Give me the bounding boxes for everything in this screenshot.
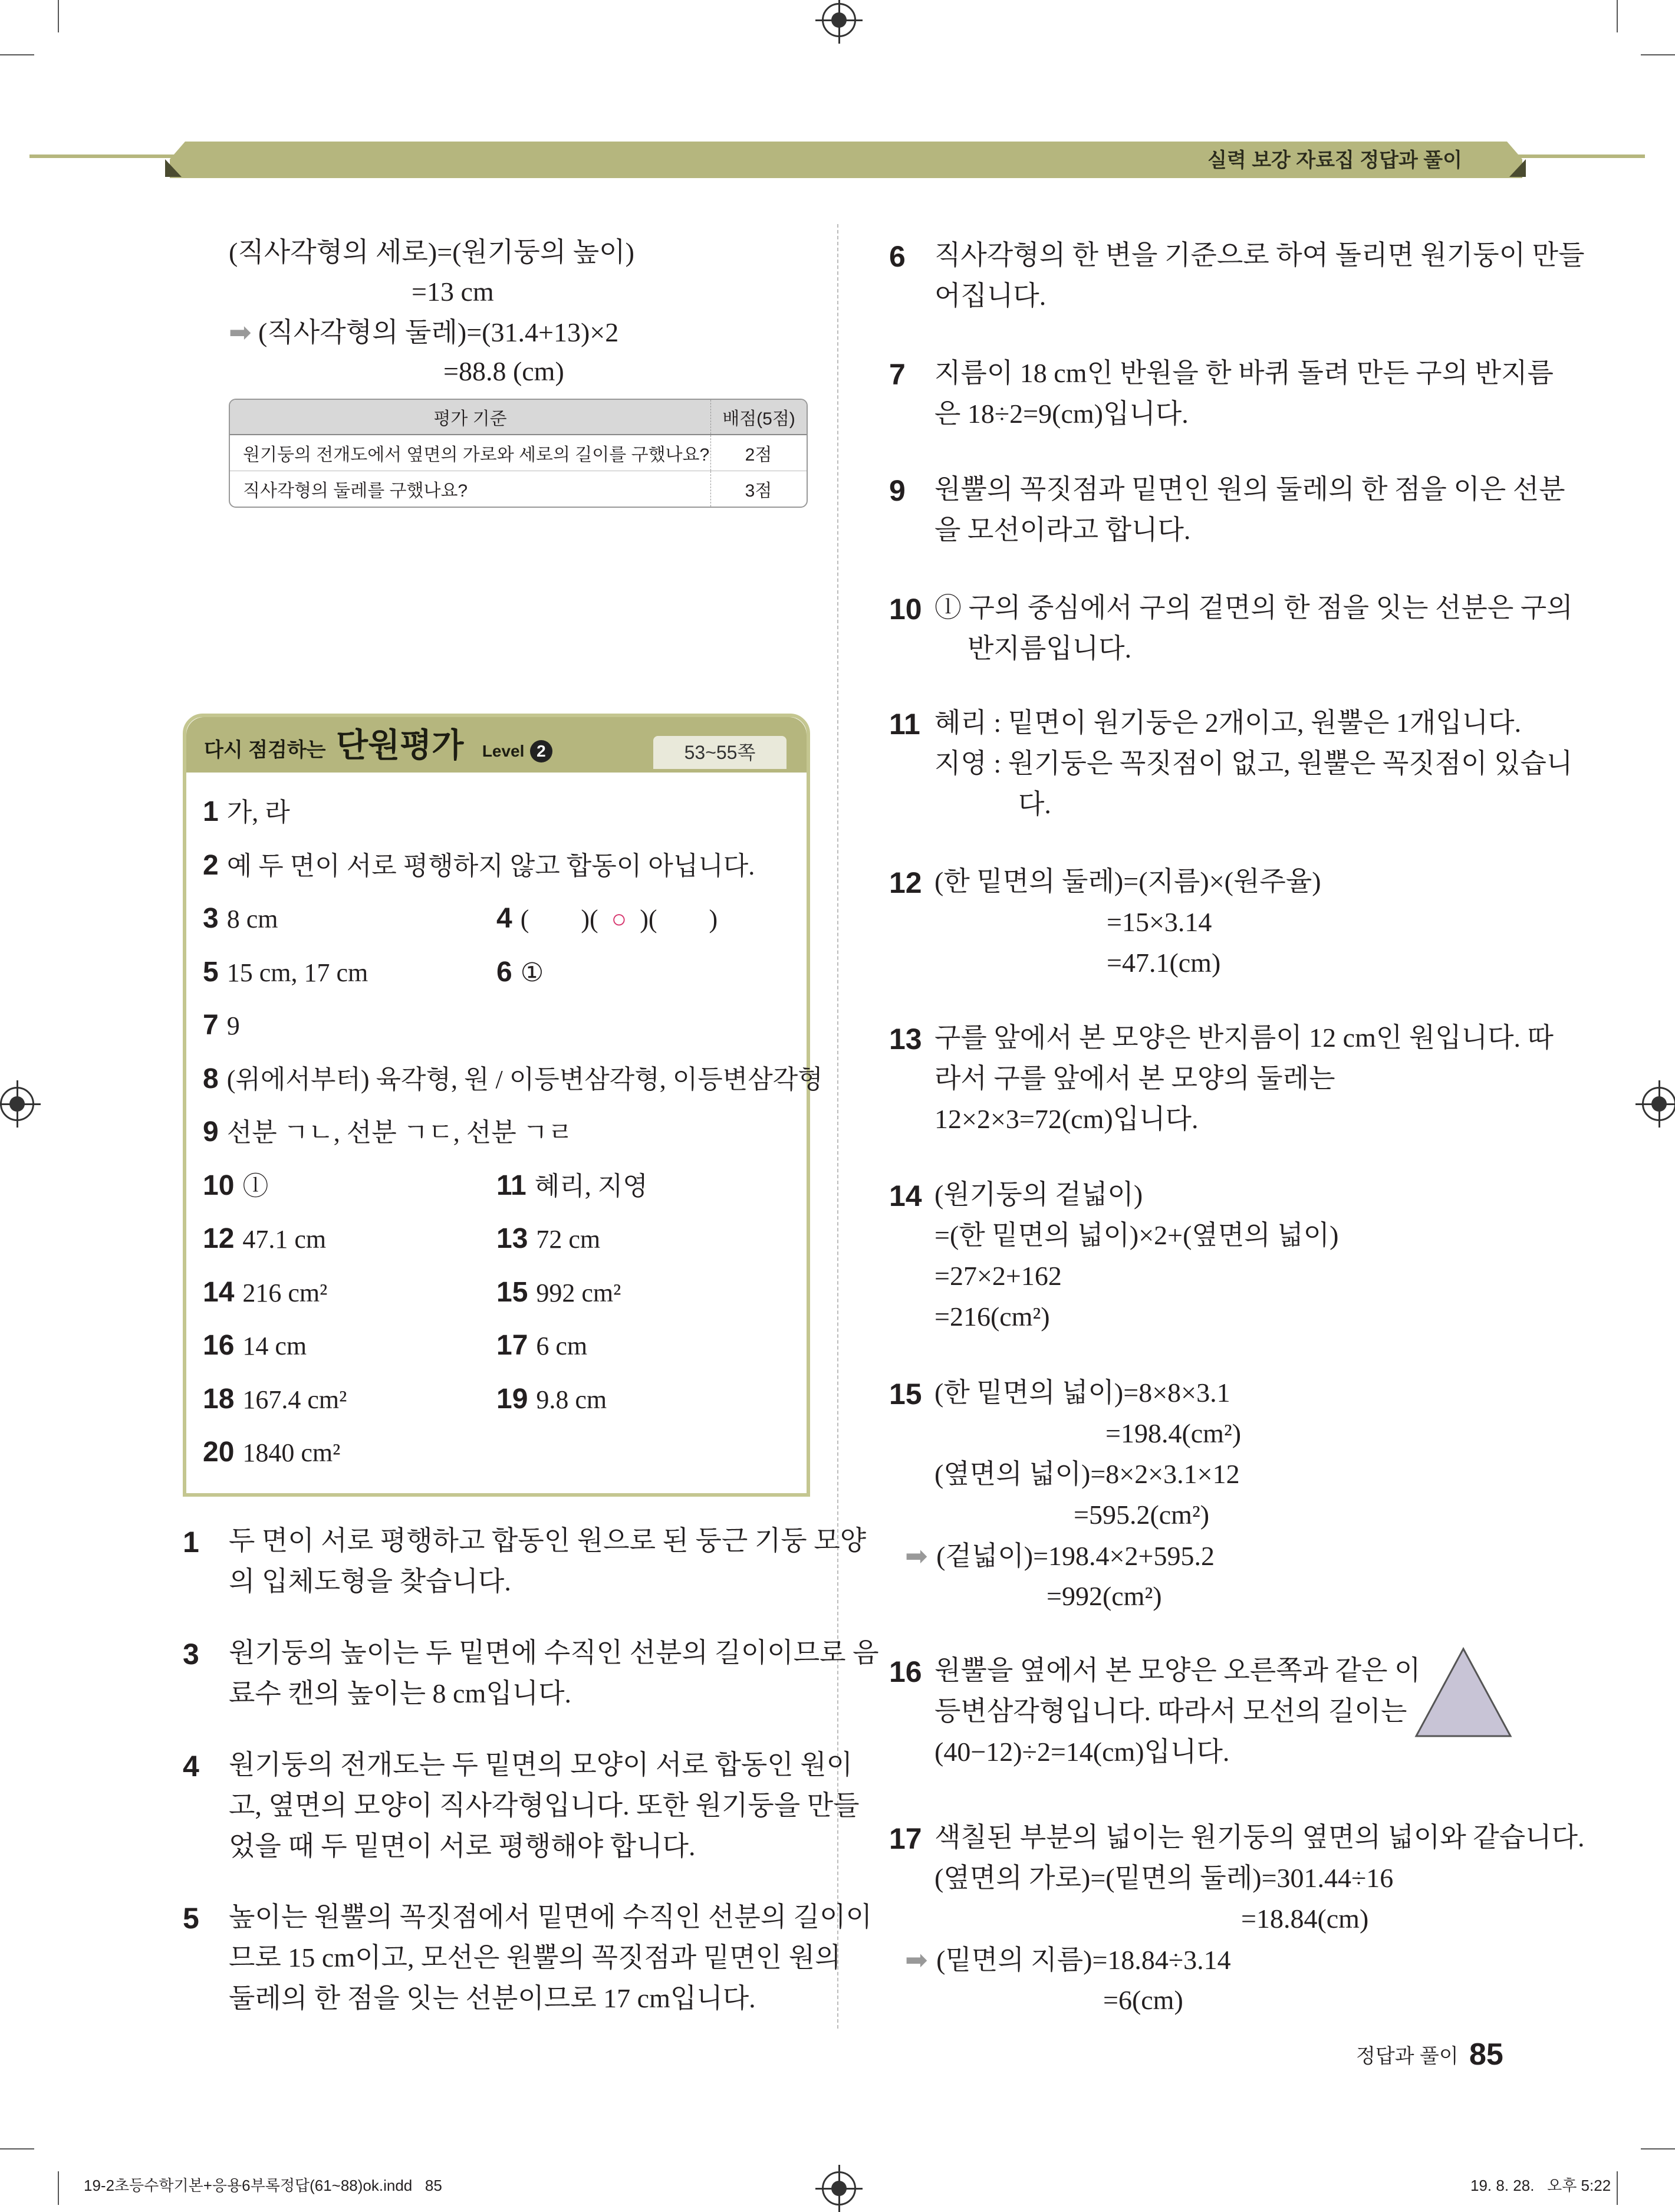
arrow-right-icon: ➡ <box>229 316 252 348</box>
answer-number: 18 <box>203 1383 235 1415</box>
explanation-text: (한 밑면의 둘레)=(지름)×(원주율) <box>934 866 1321 896</box>
explanation-text: 두 면이 서로 평행하고 합동인 원으로 된 둥근 기둥 모양 <box>229 1526 867 1556</box>
answer-row <box>203 1272 327 1314</box>
registration-mark-icon <box>1642 1087 1675 1121</box>
answer-number: 2 <box>203 849 219 881</box>
explanation-line <box>1103 1981 1183 2020</box>
answer-text: (위에서부터) 육각형, 원 / 이등변삼각형, 이등변삼각형 <box>226 1064 823 1094</box>
triangle-figure <box>1413 1645 1519 1746</box>
answer-box-title <box>204 721 552 776</box>
page-range-tab: 53~55쪽 <box>653 736 787 769</box>
answer-number: 8 <box>203 1063 219 1095</box>
crop-mark <box>1617 0 1618 32</box>
explanation-line <box>229 1827 695 1866</box>
problem-number: 10 <box>889 593 922 626</box>
explanation-text: 을 모선이라고 합니다. <box>934 515 1191 545</box>
problem-number: 1 <box>183 1526 199 1559</box>
explanation-text: =6(cm) <box>1103 1985 1183 2015</box>
answer-text: 216 cm² <box>242 1278 328 1307</box>
explanation-text: =15×3.14 <box>1107 907 1212 937</box>
explanation-text: (한 밑면의 넓이)=8×8×3.1 <box>934 1378 1230 1408</box>
answer-number: 9 <box>203 1116 219 1148</box>
answer-number: 6 <box>496 956 512 988</box>
explanation-text: 었을 때 두 밑면이 서로 평행해야 합니다. <box>229 1831 696 1861</box>
answer-number: 20 <box>203 1437 235 1468</box>
table-cell: 직사각형의 둘레를 구했나요? <box>230 471 711 507</box>
answer-text: 8 cm <box>226 905 278 934</box>
answer-row <box>203 952 368 994</box>
explanation-text: 므로 15 cm이고, 모선은 원뿔의 꼭짓점과 밑면인 원의 <box>229 1943 841 1973</box>
explanation-text: 의 입체도형을 찾습니다. <box>229 1566 511 1596</box>
explanation-line <box>934 1859 1393 1898</box>
problem-number: 4 <box>183 1750 199 1783</box>
answer-text: 167.4 cm² <box>242 1385 347 1414</box>
explanation-line <box>229 1562 511 1601</box>
explanation-line <box>934 1818 1585 1857</box>
answer-row <box>496 952 544 994</box>
answer-row <box>496 1325 587 1367</box>
answer-row <box>203 1059 823 1100</box>
problem-number: 3 <box>183 1638 199 1671</box>
explanation-text: 직사각형의 한 변을 기준으로 하여 돌리면 원기둥이 만들 <box>934 240 1585 270</box>
explanation-line <box>229 1633 879 1672</box>
table-cell: 3점 <box>711 471 807 507</box>
answer-row <box>496 1272 621 1314</box>
explanation-text: 원뿔의 꼭짓점과 밑면인 원의 둘레의 한 점을 이은 선분 <box>934 474 1565 504</box>
answer-text: 1840 cm² <box>242 1438 341 1467</box>
answer-text: 선분 ㄱㄴ, 선분 ㄱㄷ, 선분 ㄱㄹ <box>226 1118 573 1147</box>
explanation-line <box>934 511 1190 550</box>
explanation-text: 높이는 원뿔의 꼭짓점에서 밑면에 수직인 선분의 길이이 <box>229 1902 873 1932</box>
header-banner-title: 실력 보강 자료집 정답과 풀이 <box>1207 149 1462 172</box>
explanation-text: =(한 밑면의 넓이)×2+(옆면의 넓이) <box>934 1220 1339 1250</box>
explanation-line <box>1018 785 1051 824</box>
explanation-text: 등변삼각형입니다. 따라서 모선의 길이는 <box>934 1696 1407 1726</box>
explanation-line <box>1074 1496 1209 1534</box>
answer-number: 13 <box>496 1223 528 1254</box>
footer-label: 정답과 풀이 <box>1356 2045 1459 2068</box>
explanation-text: 료수 캔의 높이는 8 cm입니다. <box>229 1678 572 1708</box>
explanation-line <box>229 1898 872 1937</box>
crop-mark <box>0 54 34 55</box>
answer-text: ⓛ <box>242 1171 269 1201</box>
answer-text: 9 <box>226 1011 240 1040</box>
answer-row <box>496 898 718 940</box>
answer-text: 9.8 cm <box>536 1385 607 1414</box>
problem-number: 13 <box>889 1023 922 1056</box>
answer-text: 가, 라 <box>226 798 290 827</box>
explanation-line <box>229 1521 866 1560</box>
explanation-line <box>934 589 1573 627</box>
answer-row <box>203 1432 340 1474</box>
explanation-line <box>905 1536 1215 1576</box>
explanation-line <box>1105 1414 1241 1453</box>
answer-text: 14 cm <box>242 1332 307 1360</box>
explanation-line <box>934 1175 1143 1214</box>
answer-text: 예 두 면이 서로 평행하지 않고 합동이 아닙니다. <box>226 851 755 880</box>
explanation-line <box>934 236 1585 275</box>
crop-mark <box>1617 2171 1618 2205</box>
answer-number: 1 <box>203 796 219 827</box>
explanation-text: 원기둥의 전개도는 두 밑면의 모양이 서로 합동인 원이 <box>229 1750 853 1780</box>
explanation-line <box>934 1100 1198 1139</box>
explanation-line <box>229 1746 853 1784</box>
answer-row <box>496 1165 648 1207</box>
explanation-line <box>934 470 1565 509</box>
file-info: 19-2초등수학기본+응용6부록정답(61~88)ok.indd 85 <box>84 2177 442 2194</box>
answer-number: 7 <box>203 1010 219 1041</box>
arrow-right-icon: ➡ <box>905 1540 937 1572</box>
crop-mark <box>1641 2148 1675 2149</box>
explanation-text: 지름이 18 cm인 반원을 한 바퀴 돌려 만든 구의 반지름 <box>934 358 1554 388</box>
table-header: 평가 기준 <box>230 400 711 435</box>
calc-line: =88.8 (cm) <box>443 356 564 386</box>
problem-number: 12 <box>889 866 922 899</box>
explanation-line <box>934 277 1046 315</box>
answer-number: 11 <box>496 1169 526 1201</box>
explanation-text: 원뿔을 옆에서 본 모양은 오른쪽과 같은 이 <box>934 1655 1421 1685</box>
explanation-text: (옆면의 가로)=(밑면의 둘레)=301.44÷16 <box>934 1863 1394 1893</box>
answer-row <box>203 1165 268 1207</box>
answer-row <box>203 1005 240 1047</box>
explanation-text: 어집니다. <box>934 281 1047 311</box>
answer-text: 혜리, 지영 <box>534 1171 648 1201</box>
answer-row <box>496 1218 600 1260</box>
calc-line: (직사각형의 세로)=(원기둥의 높이) <box>229 237 634 267</box>
answer-row <box>496 1379 607 1421</box>
title-big: 단원평가 <box>335 727 464 764</box>
explanation-text: (40−12)÷2=14(cm)입니다. <box>934 1737 1230 1767</box>
explanation-text: (원기둥의 겉넓이) <box>934 1179 1143 1209</box>
crop-mark <box>58 0 59 32</box>
arrow-right-icon: ➡ <box>905 1944 937 1976</box>
calc-line <box>229 313 618 352</box>
table-cell: 2점 <box>711 435 807 471</box>
explanation-text: =198.4(cm²) <box>1105 1418 1242 1448</box>
answer-number: 3 <box>203 903 219 934</box>
explanation-text: 지영 : 원기둥은 꼭짓점이 없고, 원뿔은 꼭짓점이 있습니 <box>934 748 1573 778</box>
explanation-line <box>934 1018 1554 1057</box>
explanation-line <box>934 1373 1230 1412</box>
explanation-text: 원기둥의 높이는 두 밑면에 수직인 선분의 길이이므로 음 <box>229 1638 879 1668</box>
explanation-line <box>934 1692 1407 1731</box>
answer-number: 4 <box>496 903 512 934</box>
explanation-line <box>934 1651 1420 1690</box>
answer-text: 47.1 cm <box>242 1225 327 1254</box>
crop-mark <box>0 2148 34 2149</box>
registration-mark-icon <box>822 2171 856 2206</box>
explanation-text: 구를 앞에서 본 모양은 반지름이 12 cm인 원입니다. 따 <box>934 1023 1554 1053</box>
answer-text: 15 cm, 17 cm <box>226 958 368 987</box>
calc-line: =13 cm <box>412 277 494 307</box>
answer-text: 6 cm <box>536 1332 588 1360</box>
problem-number: 11 <box>889 708 920 741</box>
explanation-text: =992(cm²) <box>1047 1581 1162 1611</box>
explanation-text: 고, 옆면의 모양이 직사각형입니다. 또한 원기둥을 만들 <box>229 1790 860 1820</box>
explanation-text: =216(cm²) <box>934 1301 1050 1332</box>
grading-table <box>229 399 808 508</box>
explanation-line <box>1047 1577 1162 1616</box>
problem-number: 14 <box>889 1179 922 1212</box>
explanation-text: (겉넓이)=198.4×2+595.2 <box>936 1541 1215 1571</box>
explanation-text: =18.84(cm) <box>1241 1904 1369 1934</box>
answer-number: 19 <box>496 1383 528 1415</box>
answer-number: 10 <box>203 1169 235 1201</box>
explanation-text: 은 18÷2=9(cm)입니다. <box>934 399 1189 429</box>
explanation-line <box>229 1786 860 1825</box>
problem-number: 5 <box>183 1902 199 1935</box>
explanation-text: =27×2+162 <box>934 1261 1062 1291</box>
answer-text: ① <box>520 958 544 987</box>
crop-mark <box>58 2171 59 2205</box>
explanation-text: 혜리 : 밑면이 원기둥은 2개이고, 원뿔은 1개입니다. <box>934 708 1522 738</box>
explanation-line <box>934 744 1572 783</box>
explanation-text: 색칠된 부분의 넓이는 원기둥의 옆면의 넓이와 같습니다. <box>934 1822 1585 1852</box>
problem-number: 15 <box>889 1378 922 1411</box>
explanation-line <box>1107 944 1220 982</box>
explanation-line <box>934 1733 1229 1771</box>
answer-number: 17 <box>496 1330 528 1361</box>
explanation-text: (옆면의 넓이)=8×2×3.1×12 <box>934 1459 1240 1489</box>
level-badge: 2 <box>530 740 552 762</box>
calc-text: (직사각형의 둘레)=(31.4+13)×2 <box>258 317 619 347</box>
explanation-line <box>934 1297 1050 1336</box>
table-cell: 원기둥의 전개도에서 옆면의 가로와 세로의 길이를 구했나요? <box>230 435 711 471</box>
problem-number: 17 <box>889 1822 922 1855</box>
title-small: 다시 점검하는 <box>204 739 326 761</box>
crop-mark <box>1641 54 1675 55</box>
level-label: Level <box>482 742 525 760</box>
explanation-text: =47.1(cm) <box>1107 948 1221 978</box>
date-info: 19. 8. 28. 오후 5:22 <box>1470 2177 1611 2194</box>
registration-mark-icon <box>0 1087 34 1121</box>
answer-text: ( )( ○ )( ) <box>520 905 718 934</box>
answer-row <box>203 1112 573 1153</box>
explanation-line <box>934 1455 1240 1494</box>
problem-number: 9 <box>889 474 906 507</box>
explanation-line <box>934 862 1321 901</box>
problem-number: 6 <box>889 240 906 273</box>
explanation-line <box>934 354 1554 393</box>
explanation-line <box>229 1979 756 2018</box>
explanation-line <box>905 1940 1231 1980</box>
problem-number: 16 <box>889 1655 922 1688</box>
explanation-text: 12×2×3=72(cm)입니다. <box>934 1104 1199 1134</box>
problem-number: 7 <box>889 358 906 391</box>
explanation-line <box>1107 903 1212 942</box>
answer-row <box>203 791 290 833</box>
explanation-text: 반지름입니다. <box>968 633 1132 663</box>
answer-text: 992 cm² <box>536 1278 621 1307</box>
answer-row <box>203 898 278 940</box>
explanation-line <box>934 704 1521 742</box>
explanation-line <box>229 1674 571 1713</box>
explanation-line <box>968 629 1131 668</box>
answer-number: 12 <box>203 1223 235 1254</box>
answer-row <box>203 1325 307 1367</box>
explanation-text: 라서 구를 앞에서 본 모양의 둘레는 <box>934 1063 1335 1093</box>
page-number: 85 <box>1469 2037 1503 2072</box>
answer-row <box>203 1379 347 1421</box>
explanation-text: 둘레의 한 점을 잇는 선분이므로 17 cm입니다. <box>229 1983 756 2013</box>
answer-number: 5 <box>203 956 219 988</box>
explanation-line <box>934 1257 1062 1296</box>
explanation-line <box>934 1059 1335 1098</box>
registration-mark-icon <box>822 3 856 37</box>
explanation-line <box>229 1938 841 1977</box>
answer-row <box>203 845 755 887</box>
table-header: 배점(5점) <box>711 400 807 435</box>
answer-number: 16 <box>203 1330 235 1361</box>
answer-row <box>203 1218 326 1260</box>
explanation-text: =595.2(cm²) <box>1074 1500 1210 1530</box>
explanation-line <box>1241 1899 1368 1938</box>
explanation-text: ⓛ 구의 중심에서 구의 겉면의 한 점을 잇는 선분은 구의 <box>934 593 1573 623</box>
explanation-text: 다. <box>1018 789 1051 819</box>
explanation-line <box>934 1216 1338 1255</box>
answer-number: 15 <box>496 1276 528 1308</box>
explanation-text: (밑면의 지름)=18.84÷3.14 <box>936 1945 1231 1975</box>
answer-number: 14 <box>203 1276 235 1308</box>
circle-mark-icon: ○ <box>611 905 627 934</box>
answer-text: 72 cm <box>536 1225 601 1254</box>
explanation-line <box>934 395 1189 433</box>
